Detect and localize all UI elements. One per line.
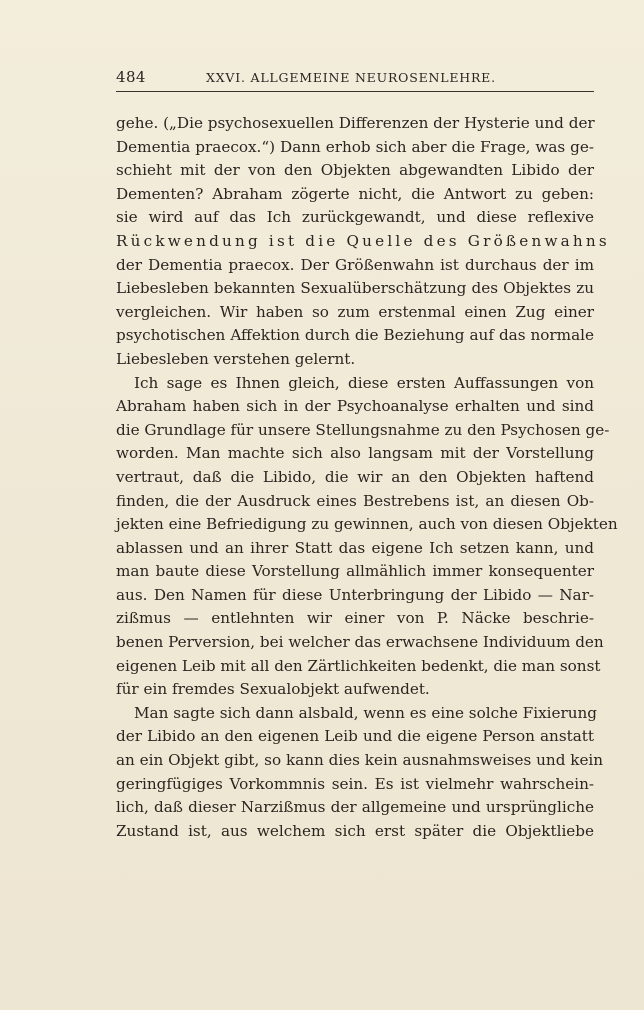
body-text (116, 112, 618, 843)
text-line: Abraham haben sich in der Psychoanalyse erhalten und sind (116, 397, 594, 416)
header-rule (116, 91, 594, 92)
page-header (116, 68, 594, 90)
text-line: aus. Den Namen für diese Unterbringung der Libido — Nar- (116, 585, 594, 604)
text-line: Liebesleben bekannten Sexualüberschätzung des Objektes zu (116, 279, 594, 298)
text-line: jekten eine Befriedigung zu gewinnen, auch von diesen Objekten (116, 515, 618, 534)
text-line: finden, die der Ausdruck eines Bestrebens ist, an diesen Ob- (116, 491, 594, 510)
text-line: Dementen? Abraham zögerte nicht, die Antwort zu geben: (116, 184, 594, 203)
text-line: sie wird auf das Ich zurückgewandt, und diese reflexive (116, 208, 594, 227)
page-number: 484 (116, 68, 146, 86)
text-line: schieht mit der von den Objekten abgewandten Libido der (116, 161, 594, 180)
text-line: lich, daß dieser Narzißmus der allgemeine und ursprüngliche (116, 798, 594, 817)
text-line: psychotischen Affektion durch die Beziehung auf das normale (116, 326, 594, 345)
text-line: an ein Objekt gibt, so kann dies kein ausnahmsweises und kein (116, 751, 604, 770)
text-line: benen Perversion, bei welcher das erwachsene Individuum den (116, 633, 604, 652)
text-line: geringfügiges Vorkommnis sein. Es ist vielmehr wahrschein- (116, 774, 594, 793)
text-line: Man sagte sich dann alsbald, wenn es eine solche Fixierung (134, 703, 598, 722)
text-line: man baute diese Vorstellung allmählich immer konsequenter (116, 562, 594, 581)
text-line: Ich sage es Ihnen gleich, diese ersten Auffassungen von (134, 373, 594, 392)
text-line: gehe. („Die psychosexuellen Differenzen der Hysterie und der (116, 114, 595, 132)
text-line: ablassen und an ihrer Statt das eigene Ich setzen kann, und (116, 538, 594, 557)
text-line: Rückwendung ist die Quelle des Größenwahns (116, 231, 610, 250)
text-line: Liebesleben verstehen gelernt. (116, 349, 356, 368)
text-line: eigenen Leib mit all den Zärtlichkeiten bedenkt, die man sonst (116, 656, 601, 675)
text-line: Zustand ist, aus welchem sich erst später die Objektliebe (116, 821, 594, 840)
text-line: zißmus — entlehnten wir einer von P. Näcke beschrie- (116, 609, 594, 628)
text-line: vergleichen. Wir haben so zum erstenmal einen Zug einer (116, 302, 594, 321)
running-head: XXVI. ALLGEMEINE NEUROSENLEHRE. (206, 70, 496, 85)
text-line: die Grundlage für unsere Stellungsnahme zu den Psychosen ge- (116, 420, 610, 439)
text-line: Dementia praecox.“) Dann erhob sich aber die Frage, was ge- (116, 137, 594, 156)
text-line: der Dementia praecox. Der Größenwahn ist durchaus der im (116, 255, 594, 274)
text-line: der Libido an den eigenen Leib und die eigene Person anstatt (116, 727, 594, 746)
text-line: worden. Man machte sich also langsam mit der Vorstellung (116, 444, 594, 463)
text-line: vertraut, daß die Libido, die wir an den Objekten haftend (116, 467, 594, 486)
text-line: für ein fremdes Sexualobjekt aufwendet. (116, 680, 430, 699)
